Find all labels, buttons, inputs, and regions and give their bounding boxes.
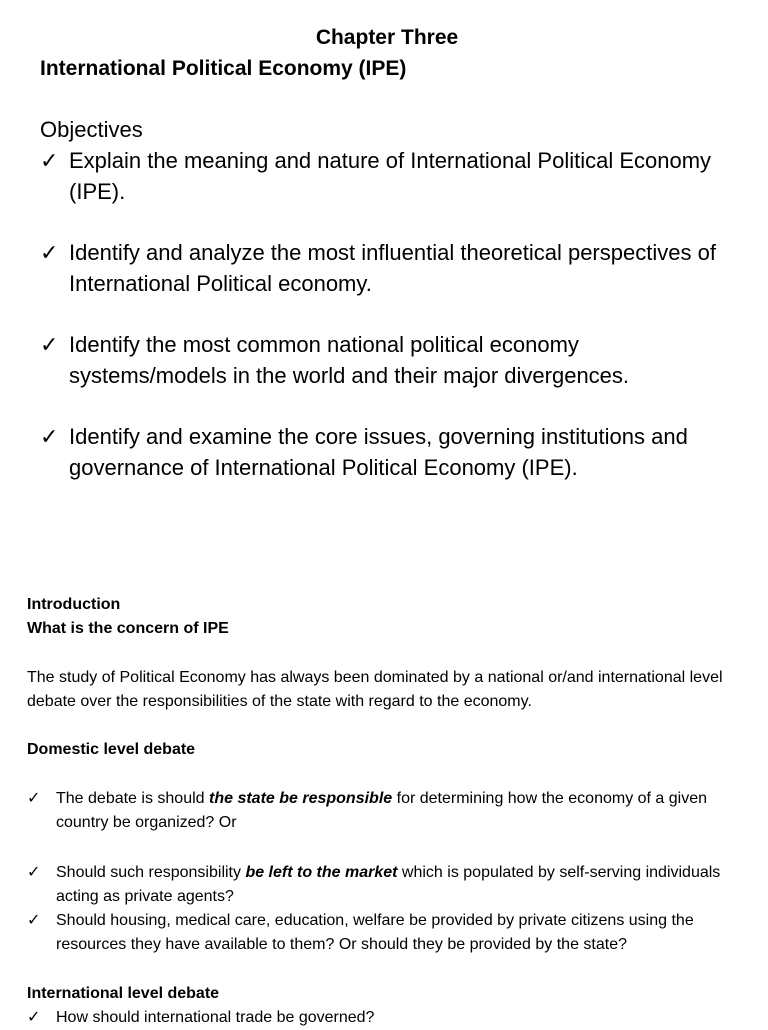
item-text: How should international trade be governed? [56,1009,375,1026]
item-text: Should such responsibility [56,864,246,881]
objective-text: Explain the meaning and nature of International Political Economy (IPE). [69,148,712,204]
objective-item [40,421,740,483]
item-text: which is populated by self-serving individuals acting as private agents? [56,864,721,905]
check-icon: ✓ [40,424,59,449]
item-emphasis: be left to the market [245,864,398,881]
objective-text: Identify and examine the core issues, governing institutions and governance of International Political Economy (IPE). [69,424,688,480]
objectives-heading: Objectives [40,117,143,142]
item-text: The debate is should [56,790,209,807]
check-icon: ✓ [40,332,59,357]
check-icon: ✓ [40,240,59,265]
concern-subheading: What is the concern of IPE [27,620,229,637]
objective-item [40,237,740,299]
objective-text: Identify the most common national political economy systems/models in the world and their major divergences. [69,332,630,388]
objective-text: Identify and analyze the most influential theoretical perspectives of International Political economy. [69,240,716,296]
intro-paragraph: The study of Political Economy has always been dominated by a national or/and international level debate over the responsibilities of the state with regard to the economy. [27,669,723,710]
objective-item [40,329,740,391]
international-heading: International level debate [27,985,220,1002]
item-text: Should housing, medical care, education, welfare be provided by private citizens using the resources they have available to them? Or should they be provided by the state? [56,912,694,953]
item-text: for determining how the economy of a given country be organized? Or [56,790,708,831]
introduction-heading: Introduction [27,596,121,613]
international-item [27,1006,747,1030]
check-icon: ✓ [40,148,59,173]
domestic-item [27,861,747,909]
chapter-title: Chapter Three [315,26,459,49]
domestic-item [27,909,747,957]
section-title: International Political Economy (IPE) [40,57,407,80]
check-icon: ✓ [27,864,41,881]
check-icon: ✓ [27,1009,41,1026]
domestic-heading: Domestic level debate [27,741,196,758]
objective-item [40,145,740,207]
domestic-item [27,787,747,835]
item-emphasis: the state be responsible [209,790,393,807]
check-icon: ✓ [27,912,41,929]
check-icon: ✓ [27,790,41,807]
